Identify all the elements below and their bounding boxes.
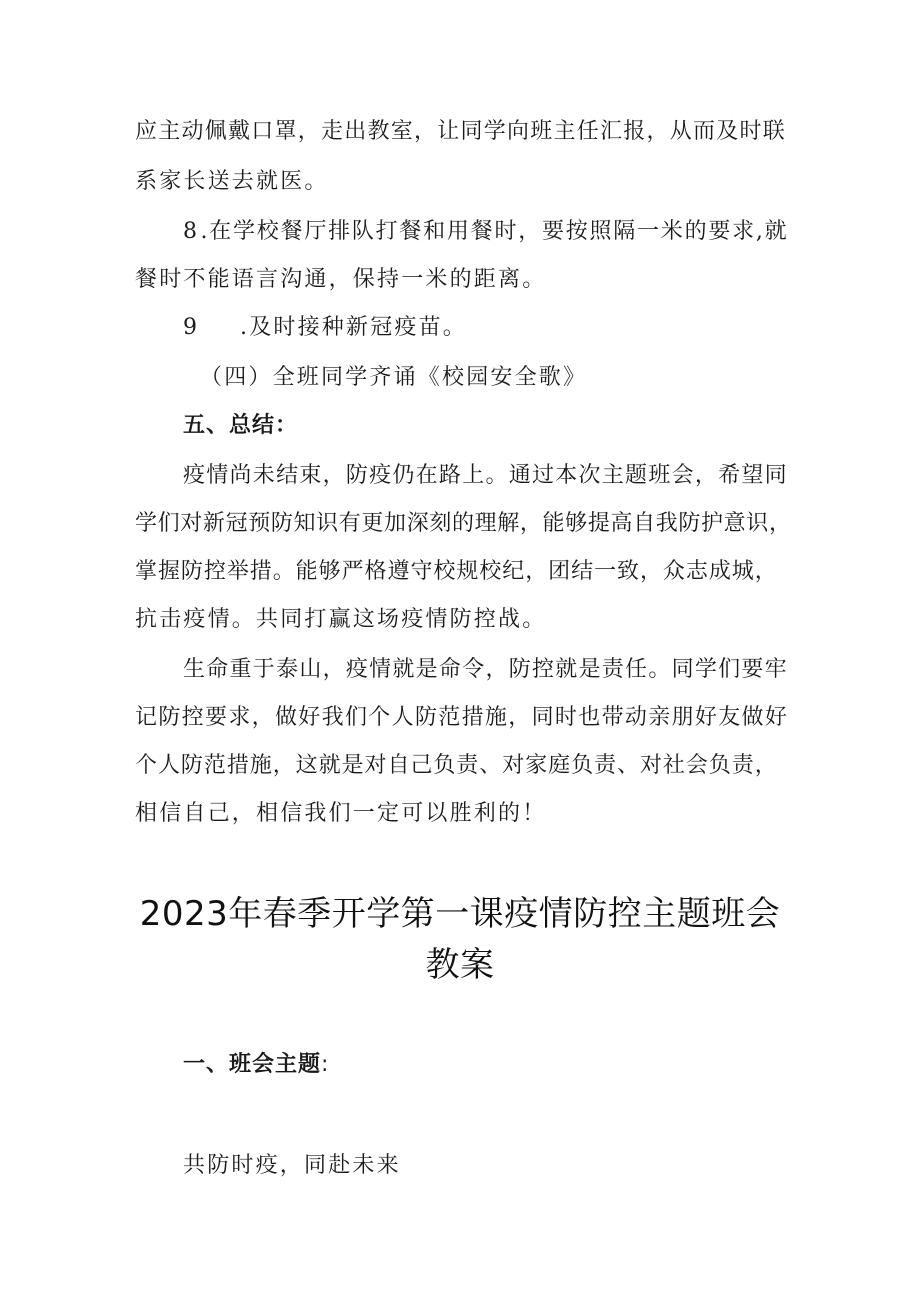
section-1-body: 共防时疫，同赴未来 [183,1153,401,1178]
section-1-heading-colon: : [321,1052,330,1077]
summary-p2-line-3: 个 人 防 范 措 施 ， 这 就 是 对 自 己 负 责 、 对 家 庭 负 责 、 对 社 会 负 责 ， [135,753,777,778]
summary-p2-line-2: 记 防 控 要 求 ， 做 好 我 们 个 人 防 范 措 施 ， 同 时 也 带 动 亲 朋 好 友 做 好 [135,705,787,730]
section-1-heading [183,1051,329,1079]
summary-heading: 五、总结： [183,413,299,438]
summary-p1-line-4: 抗击疫情。共同打赢这场疫情防控战。 [135,607,547,632]
summary-p1-line-3: 掌 握 防 控 举 措 。 能 够 严 格 遵 守 校 规 校 纪 ， 团 结 一 致 ， 众 志 成 城 ， [135,559,777,584]
paragraph-8-line-2: 餐时不能语言沟通，保持一米的距离。 [135,267,547,292]
paragraph-9-text: .及时接种新冠疫苗。 [240,315,467,340]
paragraph-7-line-2: 系家长送去就医。 [135,169,329,194]
document-title-line-1: 2023年春季开学第一课疫情防控主题班会 [139,894,781,934]
summary-p1-line-1: 疫 情 尚 未 结 束 ， 防 疫 仍 在 路 上 。 通 过 本 次 主 题 班 会 ， 希 望 同 [183,463,787,488]
item-4: （四）全班同学齐诵《校园安全歌》 [200,365,588,390]
summary-p2-line-4: 相信自己，相信我们一定可以胜利的！ [135,801,547,826]
paragraph-7-line-1: 应 主 动 佩 戴 口 罩 ， 走 出 教 室 ， 让 同 学 向 班 主 任 汇 报 ， 从 而 及 时 联 [135,119,785,144]
summary-p2-line-1: 生 命 重 于 泰 山 ， 疫 情 就 是 命 令 ， 防 控 就 是 责 任 。 同 学 们 要 牢 [183,657,787,682]
summary-p1-line-2: 学 们 对 新 冠 预 防 知 识 有 更 加 深 刻 的 理 解 ， 能 够 提 高 自 我 防 护 意 识 ， [135,511,791,536]
paragraph-9-number: 9 [183,315,200,340]
section-1-heading-text: 一、班会主题 [183,1052,322,1077]
paragraph-8-line-1: 8 . 在 学 校 餐 厅 排 队 打 餐 和 用 餐 时 ， 要 按 照 隔 一 米 的 要 求 , 就 [183,219,787,244]
document-title-line-2: 教案 [425,945,495,985]
